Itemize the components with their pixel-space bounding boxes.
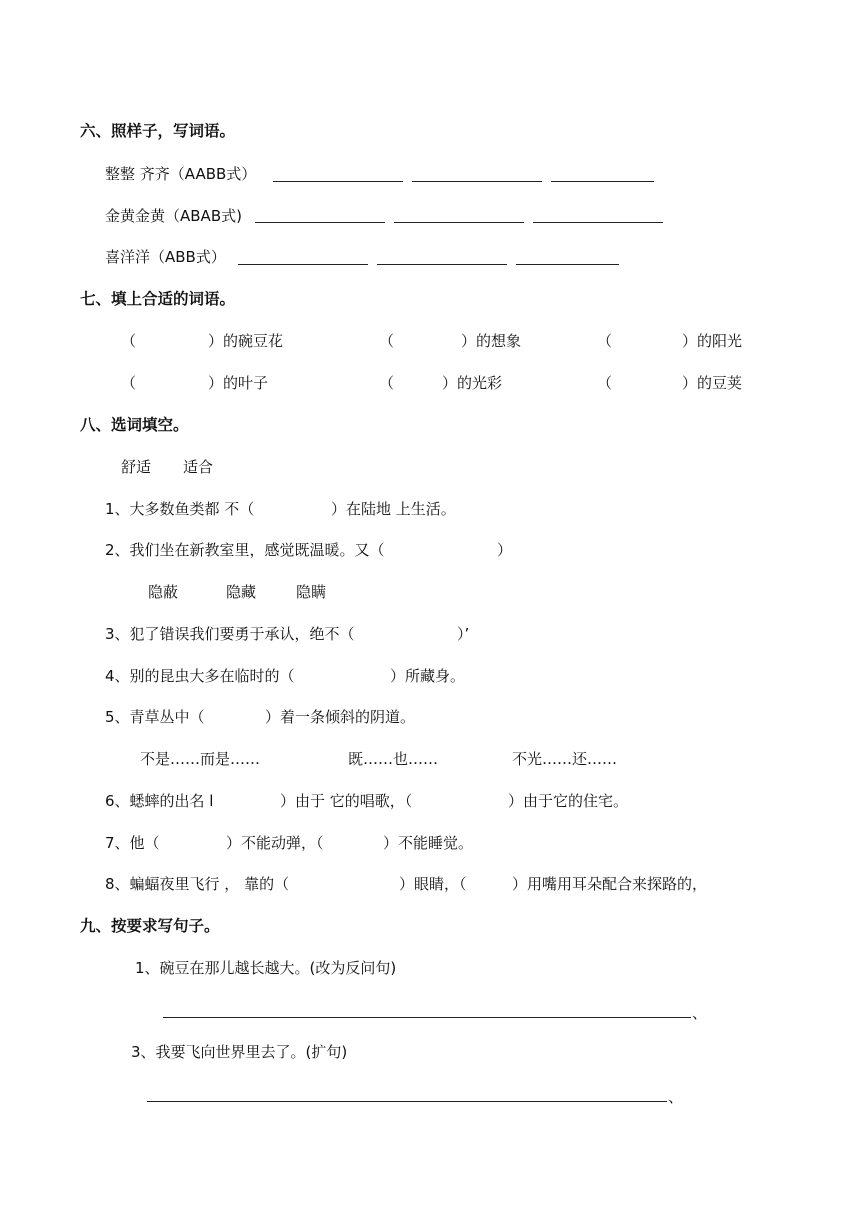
question-1-text-end: ）在陆地 上生活。 [331, 500, 456, 518]
answer-blank[interactable] [377, 264, 507, 265]
question-5-text: 5、青草丛中（ [105, 708, 205, 726]
answer-line[interactable] [147, 1101, 667, 1102]
fill-phrase: ）的碗豆花 [208, 332, 284, 350]
section-9-heading: 九、按要求写句子。 [80, 917, 220, 935]
answer-blank[interactable] [238, 264, 368, 265]
fill-paren-open: （ [379, 374, 395, 392]
answer-blank[interactable] [533, 222, 663, 223]
section-7-heading: 七、填上合适的词语。 [80, 290, 236, 308]
section-6-heading: 六、照样子，写词语。 [80, 122, 236, 140]
answer-blank[interactable] [273, 181, 403, 182]
question-8-text-end: ）用嘴用耳朵配合来探路的， [512, 875, 708, 893]
question-3-text-end: ）’ [457, 625, 470, 643]
question-8-text-mid: ）眼睛，（ [399, 875, 467, 893]
question-6-text-mid: ）由于 它的唱歌，（ [280, 792, 413, 810]
answer-blank[interactable] [516, 264, 619, 265]
fill-phrase: ）的豆荚 [682, 374, 743, 392]
answer-blank[interactable] [255, 222, 385, 223]
question-5-text-end: ）着一条倾斜的阴道。 [265, 708, 416, 726]
answer-blank[interactable] [394, 222, 524, 223]
sentence-task-3: 3、我要飞向世界里去了。(扩句) [131, 1043, 348, 1061]
question-4-text-end: ）所藏身。 [390, 667, 466, 685]
question-7-text-mid: ）不能动弹，（ [226, 834, 324, 852]
word-choice: 不是……而是…… [140, 750, 261, 768]
example-word-abab: 金黄金黄（ABAB式) [105, 207, 242, 225]
fill-paren-open: （ [597, 332, 613, 350]
fill-paren-open: （ [121, 332, 137, 350]
question-1-text: 1、大多数鱼类都 不（ [105, 500, 255, 518]
question-3-text: 3、犯了错误我们要勇于承认，绝不（ [105, 625, 355, 643]
answer-line-end-mark: 、 [668, 1088, 684, 1106]
section-8-heading: 八、选词填空。 [80, 416, 189, 434]
word-choice: 不光……还…… [512, 750, 618, 768]
word-choice: 隐蔽 [148, 583, 179, 601]
fill-phrase: ）的叶子 [208, 374, 269, 392]
fill-paren-open: （ [597, 374, 613, 392]
question-7-text: 7、他（ [105, 834, 160, 852]
fill-phrase: ）的阳光 [682, 332, 743, 350]
word-choice: 既……也…… [348, 750, 439, 768]
word-choice: 适合 [183, 458, 214, 476]
question-4-text: 4、别的昆虫大多在临时的（ [105, 667, 295, 685]
question-6-text-end: ）由于它的住宅。 [508, 792, 629, 810]
example-word-abb: 喜洋洋（ABB式） [105, 248, 226, 266]
answer-blank[interactable] [412, 181, 542, 182]
sentence-task-1: 1、碗豆在那儿越长越大。(改为反问句) [135, 959, 397, 977]
word-choice: 隐瞒 [296, 583, 327, 601]
question-7-text-end: ）不能睡觉。 [383, 834, 474, 852]
question-8-text: 8、蝙蝠夜里飞行 ， 靠的（ [105, 875, 290, 893]
fill-paren-open: （ [379, 332, 395, 350]
question-2-text-end: ） [497, 541, 513, 559]
question-6-text: 6、蟋蟀的出名 l [105, 792, 214, 810]
answer-line-end-mark: 、 [692, 1004, 708, 1022]
fill-phrase: ）的想象 [461, 332, 522, 350]
word-choice: 舒适 [121, 458, 152, 476]
answer-blank[interactable] [551, 181, 654, 182]
word-choice: 隐藏 [226, 583, 257, 601]
fill-phrase: ）的光彩 [442, 374, 503, 392]
answer-line[interactable] [163, 1017, 691, 1018]
question-2-text: 2、我们坐在新教室里，感觉既温暖。又（ [105, 541, 385, 559]
example-word-aabb: 整整 齐齐（AABB式） [105, 165, 257, 183]
fill-paren-open: （ [121, 374, 137, 392]
